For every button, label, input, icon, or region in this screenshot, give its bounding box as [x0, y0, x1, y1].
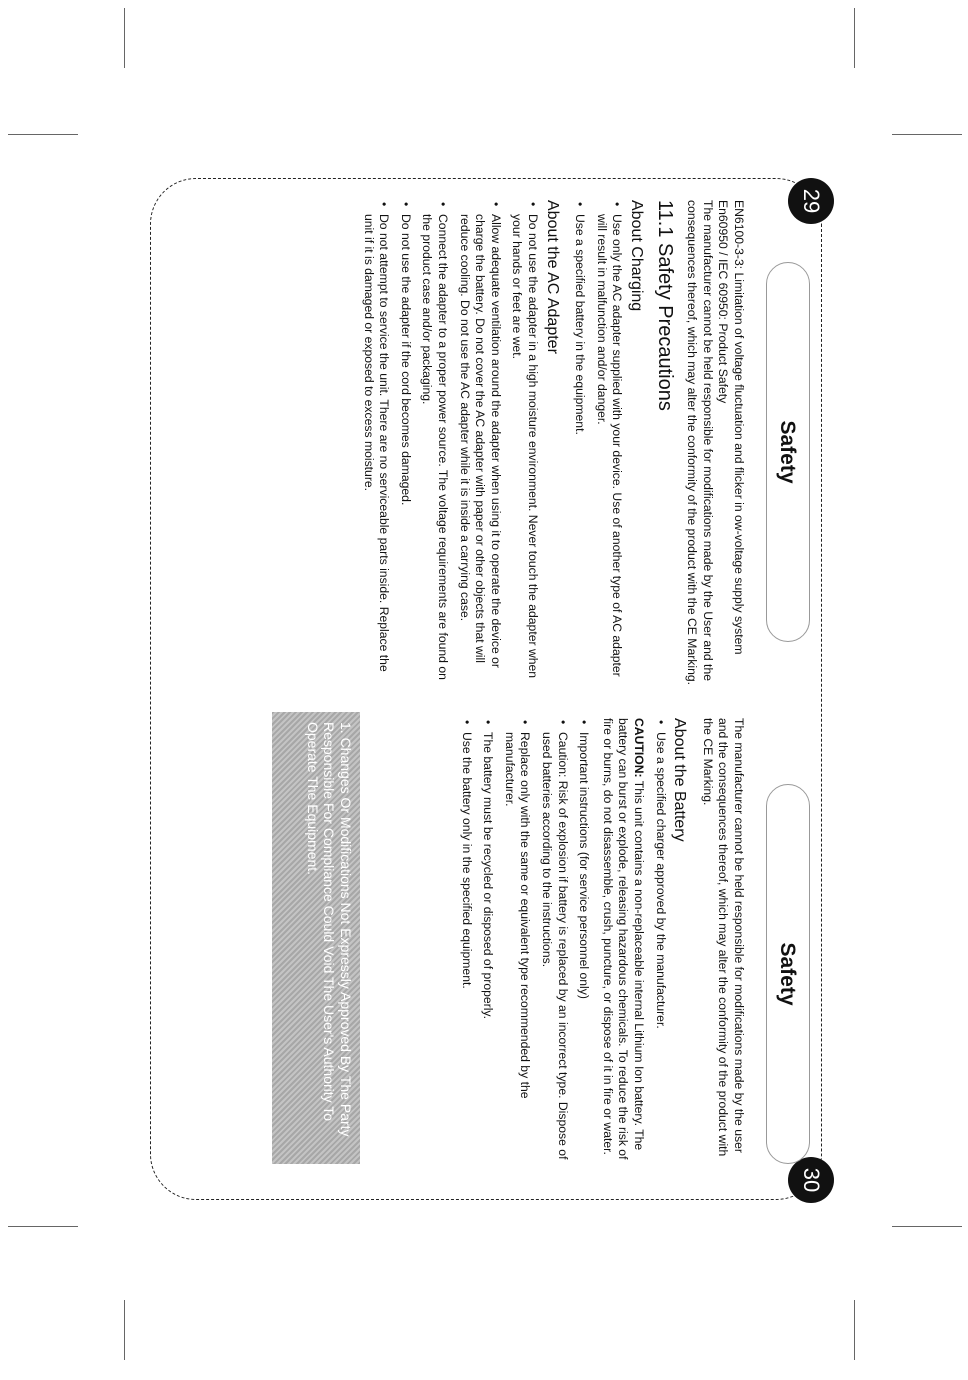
crop-mark	[8, 1226, 78, 1227]
standard-label: EN6100-3-3:	[732, 200, 746, 270]
battery-charger-list	[652, 718, 668, 1166]
charging-list	[572, 200, 625, 686]
crop-mark	[854, 1300, 855, 1360]
header-title-right: Safety	[776, 942, 799, 1006]
crop-mark	[854, 8, 855, 68]
caution-paragraph	[599, 718, 646, 1166]
crop-mark	[8, 134, 78, 135]
list-item: • Use the battery only in the specified equipment.	[458, 718, 474, 1166]
right-page-content	[450, 718, 746, 1166]
charging-heading: About Charging	[628, 200, 646, 312]
manufacturer-note: The manufacturer cannot be held responsible for modifications made by the user and the consequences thereof, which may alter the conformity of the product with the CE Marking.	[700, 718, 746, 1157]
fcc-notice-box: 1. Changes Or Modifications Not Expressly Approved By The Party Responsible For Compliance Could Void The User's Authority To Operate The Equipment.	[272, 712, 360, 1164]
list-item: • Use a specified battery in the equipment.	[572, 200, 588, 686]
header-tab-right	[766, 784, 810, 1164]
list-item: • Do not attempt to service the unit. There are no serviceable parts inside. Replace the unit if it is damaged or exposed to excess moisture.	[360, 200, 391, 686]
list-item: • Do not use the adapter if the cord becomes damaged.	[397, 200, 413, 686]
crop-mark	[124, 8, 125, 68]
list-item: • Important instructions (for service personnel only)	[576, 718, 592, 1166]
caution-label: CAUTION:	[632, 718, 647, 778]
booklet-spread	[140, 170, 830, 1210]
caution-text: This unit contains a non-replaceable internal Lithium Ion battery. The battery can burst or explode, releasing hazardous chemicals. To reduce the risk of fire or burns, do not disassemble, crush, puncture, or dispose of it in fire or water.	[600, 718, 647, 1160]
adapter-list	[360, 200, 540, 686]
standard-text: En60950 / IEC 60950: Product Safety	[716, 200, 731, 404]
adapter-heading: About the AC Adapter	[543, 200, 561, 354]
list-item: • Use only the AC adapter supplied with your device. Use of another type of AC adapter will result in malfunction and/or danger.	[593, 200, 624, 686]
left-page-content	[352, 200, 746, 686]
crop-mark	[892, 134, 962, 135]
list-item: • Connect the adapter to a proper power source. The voltage requirements are found on the product case and/or packaging.	[419, 200, 450, 686]
list-item: • Use a specified charger approved by the manufacturer.	[652, 718, 668, 1166]
manufacturer-note: The manufacturer cannot be held responsible for modifications made by the User and the consequences thereof, which may alter the conformity of the product with the CE Marking.	[685, 200, 715, 686]
page-number-right: 30	[788, 1157, 834, 1203]
list-item: • Caution: Risk of explosion if battery is replaced by an incorrect type. Dispose of used batteries according to the instructions.	[538, 718, 569, 1166]
list-item: • Do not use the adapter in a high moisture environment. Never touch the adapter when your hands or feet are wet.	[509, 200, 540, 686]
header-tab-left	[766, 262, 810, 642]
standard-text: Limitation of voltage fluctuation and flicker in ow-voltage supply system	[732, 269, 746, 655]
page-number-left: 29	[788, 178, 834, 224]
list-item: • The battery must be recycled or disposed of properly.	[480, 718, 496, 1166]
battery-list	[458, 718, 591, 1166]
battery-heading: About the Battery	[671, 718, 689, 842]
standard-line	[715, 200, 731, 686]
list-item: • Replace only with the same or equivalent type recommended by the manufacturer.	[501, 718, 532, 1166]
crop-mark	[124, 1300, 125, 1360]
list-item: • Allow adequate ventilation around the adapter when using it to operate the device or charge the battery. Do not cover the AC adapter with paper or other objects that will reduce cooling. Do not use the AC adapter while it is inside a carrying case.	[456, 200, 503, 686]
section-title: 11.1 Safety Precautions	[653, 200, 676, 411]
standard-line	[730, 200, 746, 686]
crop-mark	[892, 1226, 962, 1227]
header-title-left: Safety	[776, 420, 799, 484]
